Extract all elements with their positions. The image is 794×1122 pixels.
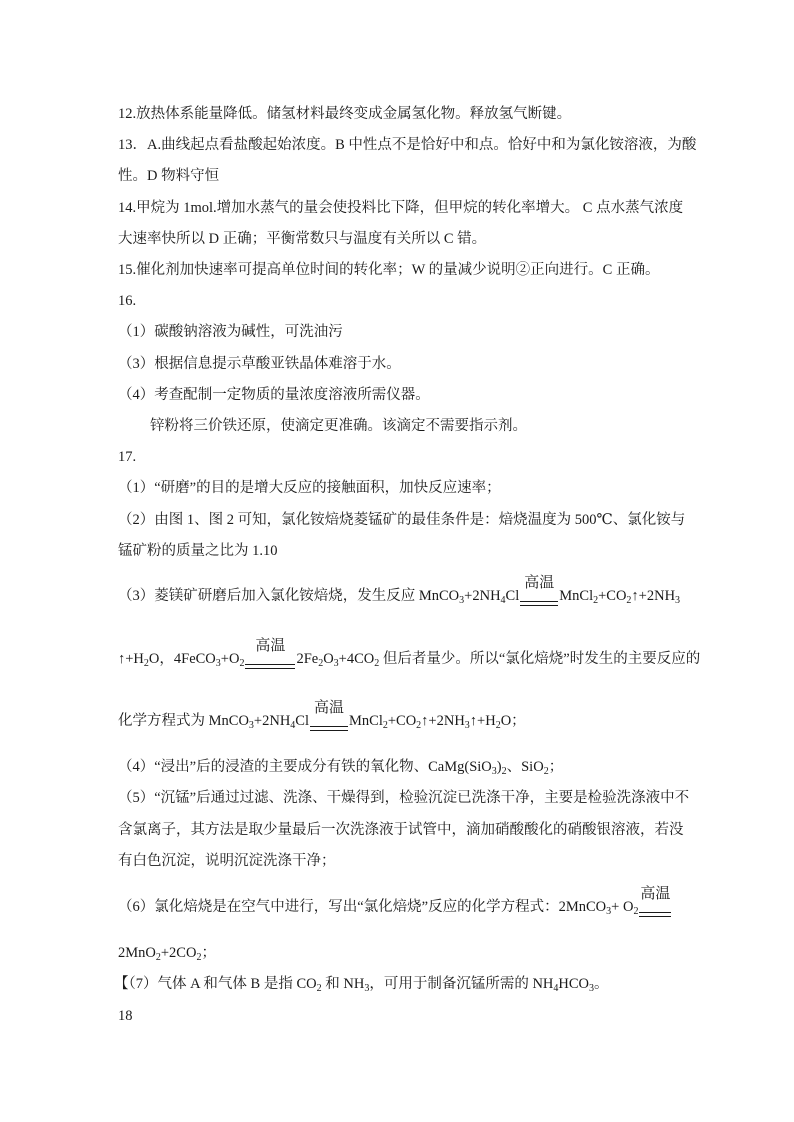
answer-17-3-equation-intro: 化学方程式为 MnCO [118, 713, 249, 729]
answer-17-5-line2: 含氯离子，其方法是取少量最后一次洗涤液于试管中，滴加硝酸酸化的硝酸银溶液，若没 [118, 822, 684, 838]
answer-17-3-line3: 化学方程式为 $MnCO_3+2NH_4Cl$ 高温 $MnCl_2+CO_2↑+2NH_3↑+H_2O$； [118, 700, 526, 731]
reaction-arrow [245, 638, 295, 669]
answer-17-3-line2: $↑+H_2O$，$4FeCO_3+O_2$ 高温 $2Fe_2O_3+4CO_2$ 但后者量少。所以“氯化焙烧”时发生的主要反应的 [118, 638, 701, 669]
answer-17-3-intro: （3）菱镁矿研磨后加入氯化铵焙烧，发生反应 MnCO [118, 588, 460, 604]
answer-16-4-note: 锌粉将三价铁还原，使滴定更准确。该滴定不需要指示剂。 [150, 418, 527, 434]
question-17-number: 17. [118, 449, 137, 465]
answer-13-line2: 性。D 物料守恒 [118, 168, 220, 184]
condition-label: 高温 [313, 700, 344, 716]
answer-17-4: （4）“浸出”后的浸渣的主要成分有铁的氧化物、$CaMg(SiO_3)_2$、SiO$_2$； [118, 759, 564, 777]
answer-16-3: （3）根据信息提示草酸亚铁晶体难溶于水。 [118, 356, 401, 372]
answer-17-7: 【（7）气体 A 和气体 B 是指 $CO_2$ 和 $NH_3$，可用于制备沉锰所需的 $NH_4HCO_3$。 [114, 976, 609, 994]
reaction-arrow [520, 575, 558, 606]
condition-label: 高温 [255, 638, 286, 654]
question-18-number: 18 [118, 1008, 133, 1024]
reaction-arrow [639, 886, 671, 917]
answer-17-2-line2: 锰矿粉的质量之比为 1.10 [118, 543, 278, 559]
answer-17-6-text: （6）氯化焙烧是在空气中进行，写出“氯化焙烧”反应的化学方程式：2MnCO [118, 899, 607, 915]
answer-17-7-text: 【（7）气体 A 和气体 B 是指 CO [114, 976, 317, 992]
answer-14-line2: 大速率快所以 D 正确；平衡常数只与温度有关所以 C 错。 [118, 231, 487, 247]
answer-17-5-line3: 有白色沉淀，说明沉淀洗涤干净； [118, 853, 336, 869]
answer-17-1: （1）“研磨”的目的是增大反应的接触面积，加快反应速率； [118, 480, 501, 496]
condition-label: 高温 [524, 575, 555, 591]
answer-17-5-line1: （5）“沉锰”后通过过滤、洗涤、干燥得到，检验沉淀已洗涤干净，主要是检验洗涤液中不 [118, 790, 690, 806]
answer-14-line1: 14.甲烷为 1mol.增加水蒸气的量会使投料比下降，但甲烷的转化率增大。 C 点水蒸气浓度 [118, 200, 684, 216]
answer-17-6-line2: $2MnO_2+2CO_2$； [118, 945, 216, 963]
condition-label: 高温 [640, 886, 671, 902]
answer-17-2-line1: （2）由图 1、图 2 可知，氯化铵焙烧菱锰矿的最佳条件是：焙烧温度为 500℃、氯化铵与 [118, 512, 686, 528]
answer-15: 15.催化剂加快速率可提高单位时间的转化率；W 的量减少说明②正向进行。C 正确。 [118, 262, 660, 278]
reaction-arrow [310, 700, 348, 731]
answer-17-3-line1: （3）菱镁矿研磨后加入氯化铵焙烧，发生反应 $MnCO_3+2NH_4Cl$ 高温 $MnCl_2+CO_2↑+2NH_3$ [118, 575, 681, 606]
answer-17-4-text: （4）“浸出”后的浸渣的主要成分有铁的氧化物、CaMg(SiO [118, 759, 492, 775]
answer-17-6-line1: （6）氯化焙烧是在空气中进行，写出“氯化焙烧”反应的化学方程式：2MnCO$_3$+ $O_2$ 高温 [118, 886, 671, 917]
answer-16-4: （4）考查配制一定物质的量浓度溶液所需仪器。 [118, 387, 430, 403]
answer-13-line1: 13．A.曲线起点看盐酸起始浓度。B 中性点不是恰好中和点。恰好中和为氯化铵溶液，为酸 [118, 137, 697, 153]
answer-16-1: （1）碳酸钠溶液为碱性，可洗油污 [118, 324, 343, 340]
answer-17-3-continuation: 但后者量少。所以“氯化焙烧”时发生的主要反应的 [382, 651, 701, 667]
answer-12: 12.放热体系能量降低。储氢材料最终变成金属氢化物。释放氢气断键。 [118, 106, 572, 122]
question-16-number: 16. [118, 293, 137, 309]
